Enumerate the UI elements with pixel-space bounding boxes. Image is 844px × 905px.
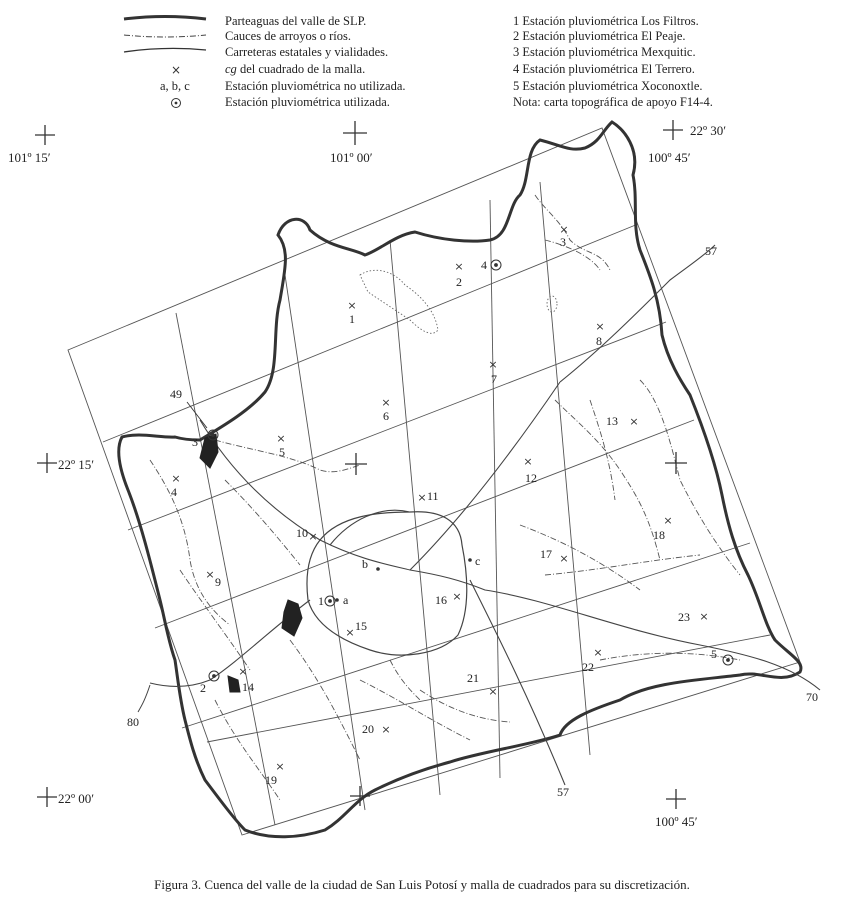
square-label-21: 21	[467, 671, 479, 685]
unused-station-points	[335, 558, 472, 602]
square-label-13: 13	[606, 414, 618, 428]
station-label-1: 1	[318, 594, 324, 608]
legend-roads: Carreteras estatales y vialidades.	[225, 45, 389, 59]
square-label-22: 22	[582, 660, 594, 674]
coord-22-00: 22º 00′	[58, 791, 95, 806]
svg-text:×: ×	[381, 723, 391, 736]
svg-text:×: ×	[381, 396, 391, 409]
point-label-a: a	[343, 593, 349, 607]
svg-text:×: ×	[345, 626, 355, 639]
figure-caption: Figura 3. Cuenca del valle de la ciudad de San Luis Potosí y malla de cuadrados para su discretización.	[154, 877, 690, 892]
svg-text:×: ×	[276, 432, 286, 445]
square-label-4: 4	[171, 485, 177, 499]
svg-text:×: ×	[663, 514, 673, 527]
square-label-9: 9	[215, 575, 221, 589]
legend-centroid-text: del cuadrado de la malla.	[239, 62, 366, 76]
note-topographic-chart: Nota: carta topográfica de apoyo F14-4.	[513, 95, 713, 109]
watershed-divide	[119, 122, 801, 837]
square-label-8: 8	[596, 334, 602, 348]
square-label-20: 20	[362, 722, 374, 736]
coord-22-15: 22º 15′	[58, 457, 95, 472]
note-station-4: 4 Estación pluviométrica El Terrero.	[513, 62, 695, 76]
square-label-17: 17	[540, 547, 552, 561]
legend-station-unused: Estación pluviométrica no utilizada.	[225, 79, 406, 93]
svg-text:×: ×	[488, 358, 498, 371]
roads	[150, 245, 820, 785]
legend-abc: a, b, c	[160, 79, 190, 93]
coordinate-crosses	[35, 120, 687, 809]
square-label-5: 5	[279, 445, 285, 459]
leader-49	[187, 402, 207, 428]
svg-text:×: ×	[595, 320, 605, 333]
square-label-7: 7	[491, 372, 497, 386]
coord-100-45-bottom: 100º 45′	[655, 814, 698, 829]
svg-text:×: ×	[308, 530, 318, 543]
point-label-c: c	[475, 554, 481, 568]
road-label-57-south: 57	[557, 785, 569, 799]
station-label-3: 3	[192, 435, 198, 449]
note-station-2: 2 Estación pluviométrica El Peaje.	[513, 29, 686, 43]
road-label-80: 80	[127, 715, 139, 729]
square-label-3: 3	[560, 235, 566, 249]
svg-text:×: ×	[454, 260, 464, 273]
road-label-70: 70	[806, 690, 818, 704]
svg-text:×: ×	[171, 472, 181, 485]
square-label-19: 19	[265, 773, 277, 787]
square-label-16: 16	[435, 593, 447, 607]
label-49: 49	[170, 387, 182, 401]
coord-22-30: 22º 30′	[690, 123, 727, 138]
legend-divide: Parteaguas del valle de SLP.	[225, 14, 367, 28]
road-80-leader	[138, 685, 150, 712]
svg-text:×: ×	[488, 685, 498, 698]
legend-streams: Cauces de arroyos o ríos.	[225, 29, 352, 43]
svg-text:×: ×	[238, 665, 248, 678]
note-station-5: 5 Estación pluviométrica Xoconoxtle.	[513, 79, 703, 93]
note-station-1: 1 Estación pluviométrica Los Filtros.	[513, 14, 699, 28]
square-label-15: 15	[355, 619, 367, 633]
coord-100-45-top: 100º 45′	[648, 150, 691, 165]
square-label-2: 2	[456, 275, 462, 289]
legend-cross-symbol: ×	[170, 63, 182, 77]
svg-text:×: ×	[347, 299, 357, 312]
square-label-23: 23	[678, 610, 690, 624]
svg-text:×: ×	[559, 223, 569, 236]
square-label-10: 10	[296, 526, 308, 540]
coord-101-00: 101º 00′	[330, 150, 373, 165]
point-label-b: b	[362, 557, 368, 571]
svg-text:×: ×	[629, 415, 639, 428]
station-label-5: 5	[711, 647, 717, 661]
square-label-18: 18	[653, 528, 665, 542]
square-label-12: 12	[525, 471, 537, 485]
legend-cg-text: cg	[225, 62, 237, 76]
note-station-3: 3 Estación pluviométrica Mexquitic.	[513, 45, 696, 59]
square-label-11: 11	[427, 489, 439, 503]
svg-text:×: ×	[593, 646, 603, 659]
legend-station-used: Estación pluviométrica utilizada.	[225, 95, 390, 109]
svg-text:×: ×	[699, 610, 709, 623]
station-label-2: 2	[200, 681, 206, 695]
svg-text:×: ×	[559, 552, 569, 565]
station-label-4: 4	[481, 258, 487, 272]
svg-text:×: ×	[523, 455, 533, 468]
road-label-57-north: 57	[705, 244, 717, 258]
square-label-14: 14	[242, 680, 254, 694]
square-label-1: 1	[349, 312, 355, 326]
svg-text:×: ×	[275, 760, 285, 773]
reservoirs	[200, 434, 302, 695]
svg-text:×: ×	[452, 590, 462, 603]
svg-text:×: ×	[417, 491, 427, 504]
square-label-6: 6	[383, 409, 389, 423]
svg-text:×: ×	[205, 568, 215, 581]
coord-101-15: 101º 15′	[8, 150, 51, 165]
